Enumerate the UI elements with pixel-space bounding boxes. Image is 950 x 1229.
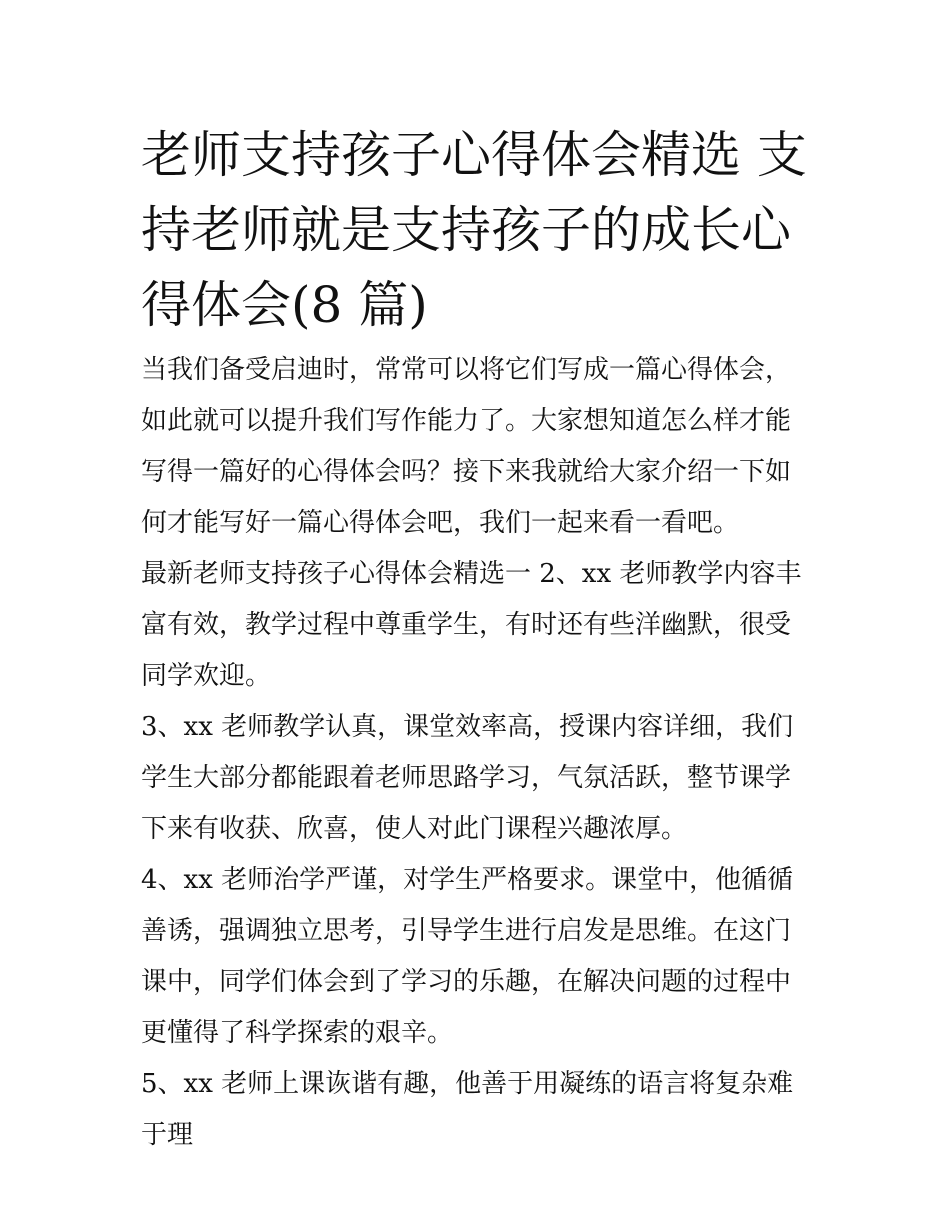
body-paragraph: 5、xx 老师上课诙谐有趣，他善于用凝练的语言将复杂难于理 [141, 1069, 794, 1150]
body-paragraph: 最新老师支持孩子心得体会精选一 2、xx 老师教学内容丰富有效，教学过程中尊重学生，有时还有些洋幽默，很受同学欢迎。 [141, 559, 802, 691]
intro-paragraph: 当我们备受启迪时，常常可以将它们写成一篇心得体会，如此就可以提升我们写作能力了。大家想知道怎么样才能写得一篇好的心得体会吗？接下来我就给大家介绍一下如何才能写好一篇心得体会吧，我们一起来看一看吧。 [141, 355, 792, 538]
document-body [141, 118, 813, 1161]
body-paragraph: 3、xx 老师教学认真，课堂效率高，授课内容详细，我们学生大部分都能跟着老师思路学习，气氛活跃，整节课学下来有收获、欣喜，使人对此门课程兴趣浓厚。 [141, 712, 794, 844]
document-title: 老师支持孩子心得体会精选 支持老师就是支持孩子的成长心得体会(8 篇) [141, 126, 807, 334]
body-paragraph: 4、xx 老师治学严谨，对学生严格要求。课堂中，他循循善诱，强调独立思考，引导学生进行启发是思维。在这门课中，同学们体会到了学习的乐趣，在解决问题的过程中更懂得了科学探索的艰辛。 [141, 865, 794, 1048]
